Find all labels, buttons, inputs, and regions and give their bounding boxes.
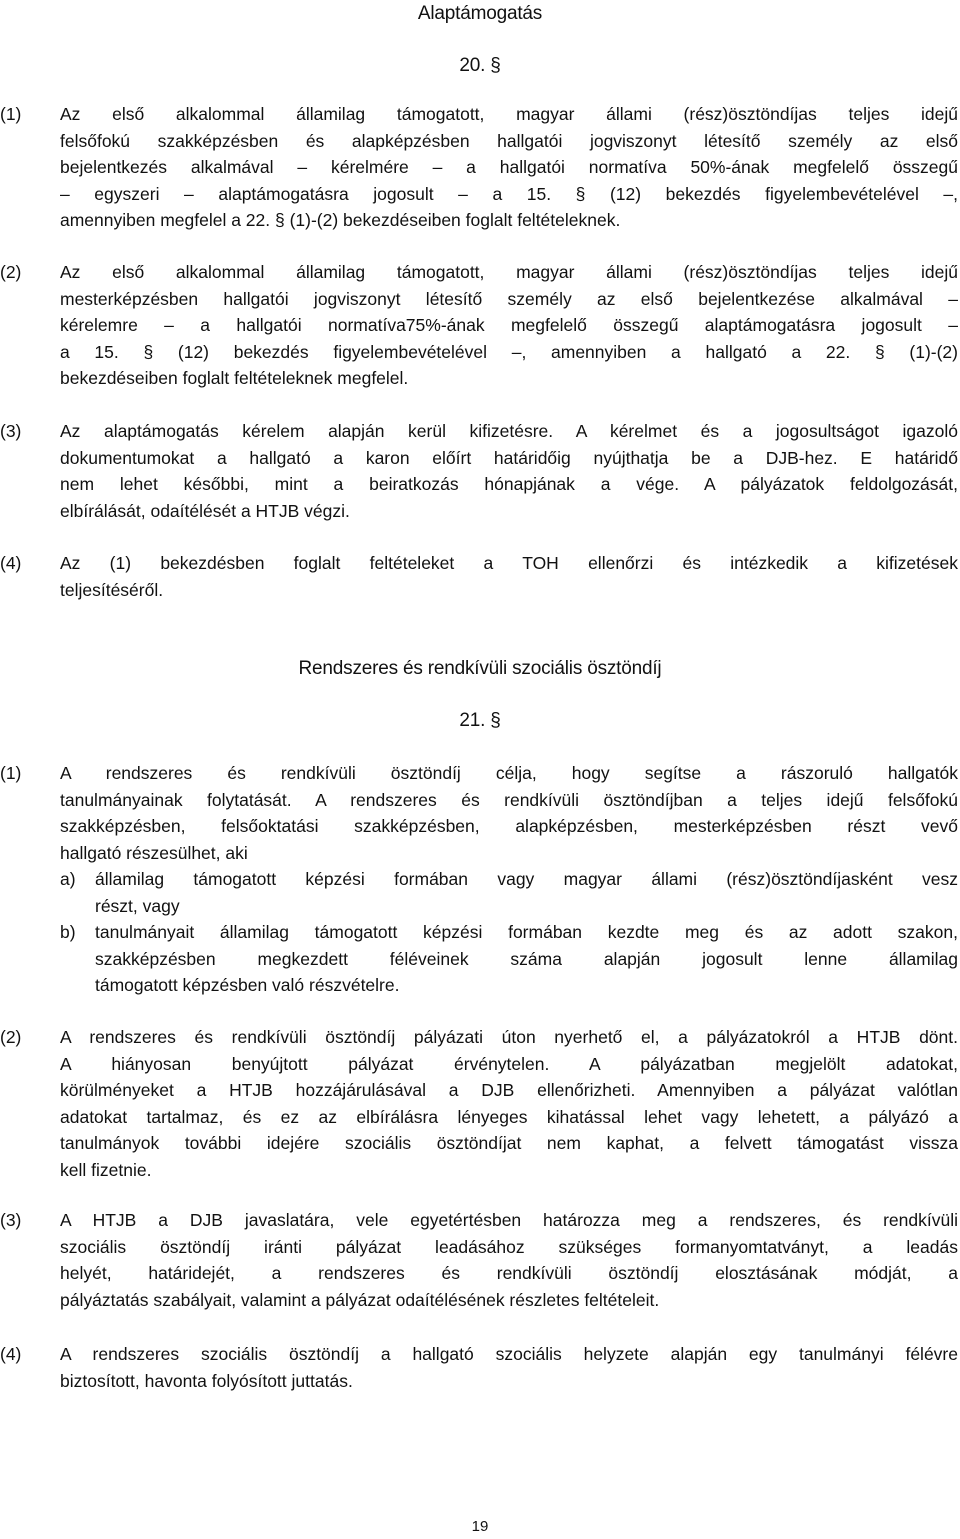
text-line: amennyiben megfelel a 22. § (1)-(2) bekezdéseiben foglalt feltételeknek. [60,210,621,230]
text-line: elbírálását, odaítélését a HTJB végzi. [60,500,350,521]
paragraph-number: (1) [0,763,22,783]
text-line: nem lehet későbbi, mint a beiratkozás hónapjának a vége. A pályázatok feldolgozását, [60,474,958,494]
list-item-a [60,866,958,919]
text-line: Az (1) bekezdésben foglalt feltételeket a TOH ellenőrzi és intézkedik a kifizetések [60,553,958,573]
paragraph-number: (2) [0,1027,22,1047]
text-line: biztosított, havonta folyósított juttatás. [60,1370,353,1391]
text-line: teljesítéséről. [60,579,164,600]
paragraph-20-3 [0,418,958,524]
text-line: pályáztatás szabályait, valamint a pályázat odaítélésének részletes feltételeit. [60,1289,660,1310]
list-item-text [95,866,958,919]
text-line: A rendszeres és rendkívüli ösztöndíj pályázati úton nyerhető el, a pályázatokról a HTJB dönt. [60,1027,958,1047]
text-line: körülményeket a HTJB hozzájárulásával a DJB ellenőrizheti. Amennyiben a pályázat valótlan [60,1080,958,1100]
text-line: kérelemre – a hallgatói normatíva75%-ának megfelelő összegű alaptámogatásra jogosult – [60,315,958,335]
text-line: adatokat tartalmaz, és ez az elbírálásra lényeges kihatással lehet vagy lehetett, a pályázó a [60,1106,958,1127]
text-line: támogatott képzésben való részvételre. [95,975,400,995]
list-item-b [60,919,958,999]
paragraph-number: (4) [0,553,22,573]
paragraph-21-3 [0,1207,958,1313]
paragraph-text [60,760,958,999]
list-item-label: b) [60,922,76,942]
text-line: tanulmányainak folytatását. A rendszeres és rendkívüli ösztöndíjban a teljes idejű felsőfokú [60,789,958,810]
text-line: szakképzésben megkezdett féléveinek száma alapján jogosult lenne államilag [95,948,958,969]
text-line: kell fizetnie. [60,1159,152,1180]
list-item-text [95,919,958,999]
text-line: Az alaptámogatás kérelem alapján kerül kifizetésre. A kérelmet és a jogosultságot igazoló [60,421,958,441]
text-line: dokumentumokat a hallgató a karon előírt határidőig nyújthatja be a DJB-hez. E határidő [60,447,958,468]
text-line: államilag támogatott képzési formában vagy magyar állami (rész)ösztöndíjasként vesz [95,869,958,889]
paragraph-text [60,259,958,392]
paragraph-text [60,550,958,603]
paragraph-21-1 [0,760,958,999]
paragraph-number: (2) [0,262,22,282]
paragraph-text [60,101,958,234]
text-line: – egyszeri – alaptámogatásra jogosult – a 15. § (12) bekezdés figyelembevételével –, [60,183,958,204]
text-line: részt, vagy [95,895,180,916]
paragraph-text [60,1024,958,1183]
text-line: A HTJB a DJB javaslatára, vele egyetértésben határozza meg a rendszeres, és rendkívüli [60,1210,958,1230]
section-number-20: 20. § [459,55,501,76]
section-heading-alaptamogatas: Alaptámogatás [417,3,543,24]
paragraph-20-4 [0,550,958,603]
text-line: bekezdéseiben foglalt feltételeknek megfelel. [60,368,409,388]
text-line: szociális ösztöndíj iránti pályázat leadásához szükséges formanyomtatványt, a leadás [60,1236,958,1257]
list-item-label: a) [60,869,76,889]
page-number: 19 [471,1518,489,1535]
paragraph-text [60,1207,958,1313]
text-line: Az első alkalommal államilag támogatott, magyar állami (rész)ösztöndíjas teljes idejű [60,262,958,282]
paragraph-number: (4) [0,1344,22,1364]
paragraph-text [60,1341,958,1394]
paragraph-21-4 [0,1341,958,1394]
text-line: tanulmányok további idejére szociális ösztöndíjat nem kaphat, a felvett támogatást vissza [60,1133,958,1153]
text-line: helyét, határidejét, a rendszeres és rendkívüli ösztöndíj elosztásának módját, a [60,1263,958,1283]
text-line: hallgató részesülhet, aki [60,842,248,863]
text-line: A hiányosan benyújtott pályázat érvénytelen. A pályázatban megjelölt adatokat, [60,1053,958,1074]
text-line: A rendszeres és rendkívüli ösztöndíj célja, hogy segítse a rászoruló hallgatók [60,763,958,783]
text-line: felsőfokú szakképzésben és alapképzésben hallgatói jogviszonyt létesítő személy az első [60,130,958,151]
section-number-21: 21. § [459,710,501,731]
paragraph-text [60,418,958,524]
section-heading-szocialis-osztondij: Rendszeres és rendkívüli szociális ösztöndíj [298,658,662,679]
text-line: mesterképzésben hallgatói jogviszonyt létesítő személy az első bejelentkezése alkalmával – [60,288,958,309]
paragraph-20-2 [0,259,958,392]
text-line: Az első alkalommal államilag támogatott, magyar állami (rész)ösztöndíjas teljes idejű [60,104,958,124]
text-line: a 15. § (12) bekezdés figyelembevételével –, amennyiben a hallgató a 22. § (1)-(2) [60,341,958,362]
text-line: tanulmányait államilag támogatott képzési formában kezdte meg és az adott szakon, [95,922,958,942]
paragraph-21-2 [0,1024,958,1183]
paragraph-number: (3) [0,1210,22,1230]
text-line: szakképzésben, felsőoktatási szakképzésben, alapképzésben, mesterképzésben részt vevő [60,816,958,836]
paragraph-number: (3) [0,421,22,441]
text-line: A rendszeres szociális ösztöndíj a hallgató szociális helyzete alapján egy tanulmányi félévre [60,1344,958,1364]
text-line: bejelentkezés alkalmával – kérelmére – a hallgatói normatíva 50%-ának megfelelő összegű [60,157,958,177]
paragraph-number: (1) [0,104,22,124]
paragraph-20-1 [0,101,958,234]
